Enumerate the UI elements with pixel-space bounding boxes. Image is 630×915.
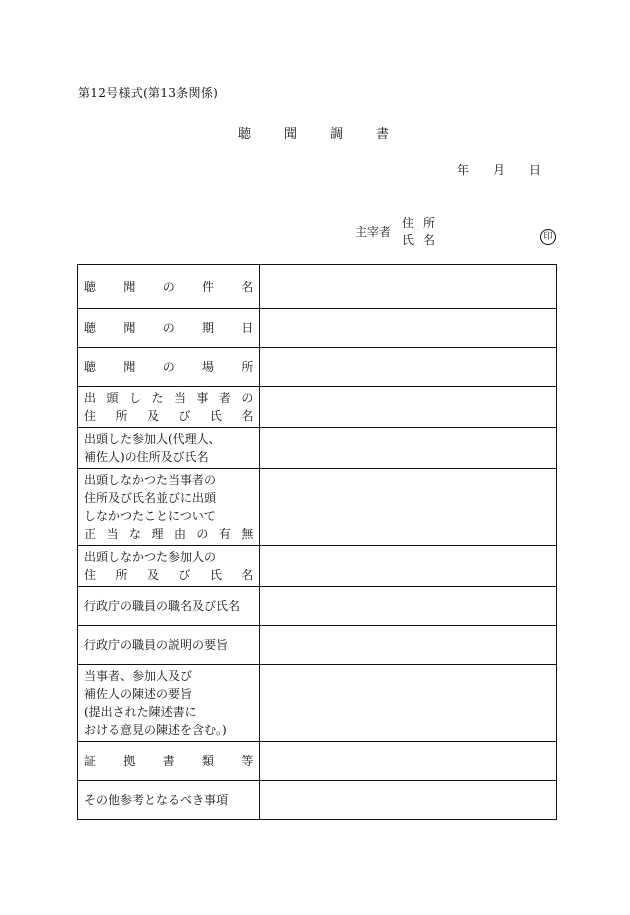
row-label-line: 出頭しなかつた参加人の xyxy=(84,550,217,564)
row-value-cell[interactable] xyxy=(260,428,557,469)
table-row xyxy=(78,546,557,587)
row-label-line: 証 拠 書 類 等 xyxy=(84,754,254,768)
presider-label: 主宰者 xyxy=(355,225,392,239)
presider-name-label: 氏名 xyxy=(402,233,445,247)
row-value-cell[interactable] xyxy=(260,348,557,387)
date-year-label: 年 xyxy=(457,163,470,177)
row-label xyxy=(78,265,260,309)
seal-mark: 印 xyxy=(540,229,556,245)
row-value-cell[interactable] xyxy=(260,587,557,626)
row-label-line: 補佐人)の住所及び氏名 xyxy=(84,450,209,464)
table-row xyxy=(78,309,557,348)
table-row xyxy=(78,626,557,665)
table-row xyxy=(78,348,557,387)
row-value-cell[interactable] xyxy=(260,469,557,546)
table-row xyxy=(78,265,557,309)
row-value-cell[interactable] xyxy=(260,626,557,665)
row-label-line: 当事者、参加人及び xyxy=(84,669,193,683)
row-value-cell[interactable] xyxy=(260,387,557,428)
row-label xyxy=(78,742,260,781)
row-label-line: 聴 聞 の 件 名 xyxy=(84,279,254,294)
row-label xyxy=(78,469,260,546)
title-char: 聴 xyxy=(238,127,252,142)
row-label xyxy=(78,309,260,348)
row-label-line: 住所及び氏名並びに出頭 xyxy=(84,491,217,505)
date-month-label: 月 xyxy=(493,163,506,177)
row-value-cell[interactable] xyxy=(260,742,557,781)
row-label xyxy=(78,587,260,626)
row-label-line: 行政庁の職員の説明の要旨 xyxy=(84,638,229,652)
table-row xyxy=(78,428,557,469)
title-char: 書 xyxy=(376,127,390,142)
title-char: 聞 xyxy=(284,127,298,142)
table-row xyxy=(78,781,557,820)
row-label xyxy=(78,626,260,665)
row-label-line: 補佐人の陳述の要旨 xyxy=(84,687,193,701)
date-day-label: 日 xyxy=(529,163,542,177)
row-value-cell[interactable] xyxy=(260,665,557,742)
table-row xyxy=(78,742,557,781)
row-label-line: 出頭しなかつた当事者の xyxy=(84,473,217,487)
row-label-line: 出 頭 し た 当 事 者 の xyxy=(84,391,254,405)
row-label xyxy=(78,546,260,587)
row-label-line: 住 所 及 び 氏 名 xyxy=(84,568,254,582)
form-number: 第12号様式(第13条関係) xyxy=(78,86,219,100)
document-title xyxy=(238,123,422,142)
hearing-record-table xyxy=(77,264,557,820)
row-value-cell[interactable] xyxy=(260,309,557,348)
row-label xyxy=(78,665,260,742)
table-row xyxy=(78,387,557,428)
row-label-line: おける意見の陳述を含む。) xyxy=(84,723,227,737)
row-value-cell[interactable] xyxy=(260,781,557,820)
row-label xyxy=(78,387,260,428)
row-label-line: 聴 聞 の 期 日 xyxy=(84,321,254,335)
row-value-cell[interactable] xyxy=(260,265,557,309)
row-label-line: しなかつたことについて xyxy=(84,509,216,523)
presider-address-label: 住所 xyxy=(402,216,445,230)
row-label-line: 正 当 な 理 由 の 有 無 xyxy=(84,527,254,541)
row-label-line: 聴 聞 の 場 所 xyxy=(84,360,254,374)
row-label xyxy=(78,428,260,469)
row-value-cell[interactable] xyxy=(260,546,557,587)
row-label xyxy=(78,781,260,820)
row-label-line: 出頭した参加人(代理人、 xyxy=(84,432,221,446)
title-char: 調 xyxy=(330,127,344,142)
table-row xyxy=(78,665,557,742)
table-row xyxy=(78,587,557,626)
row-label-line: (提出された陳述書に xyxy=(84,705,197,719)
row-label-line: 住 所 及 び 氏 名 xyxy=(84,409,254,423)
row-label-line: その他参考となるべき事項 xyxy=(84,793,229,807)
table-row xyxy=(78,469,557,546)
row-label xyxy=(78,348,260,387)
row-label-line: 行政庁の職員の職名及び氏名 xyxy=(84,599,241,613)
